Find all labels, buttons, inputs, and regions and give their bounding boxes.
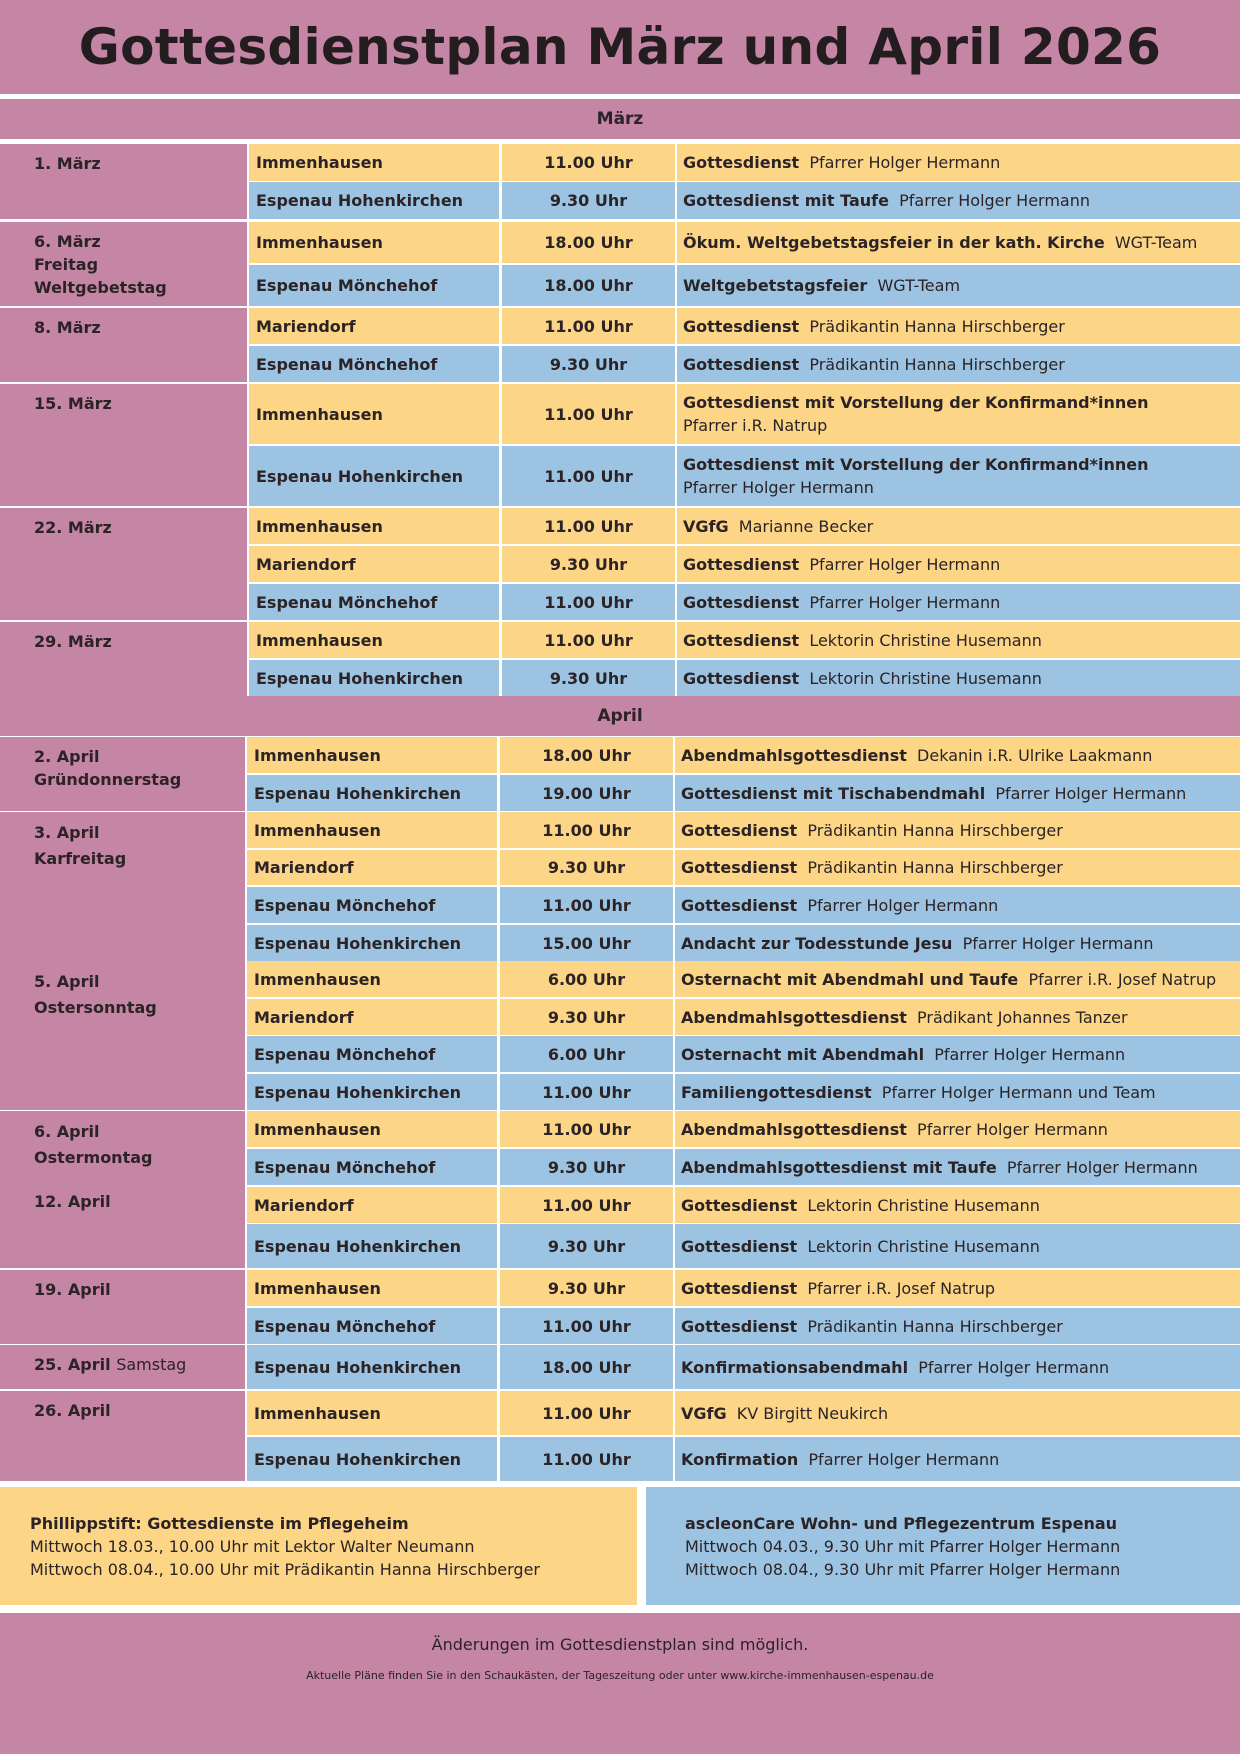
time-cell: 19.00 Uhr: [500, 775, 673, 811]
care-home-line: Mittwoch 08.04., 9.30 Uhr mit Pfarrer Holger Hermann: [685, 1560, 1121, 1579]
service-text: [681, 968, 1216, 991]
service-person: Pfarrer i.R. Josef Natrup: [807, 1278, 996, 1298]
date-line-with-weekday: [34, 1353, 245, 1376]
service-text: [683, 453, 1148, 499]
time-cell: 11.00 Uhr: [500, 1074, 673, 1110]
service-cell: [677, 584, 1240, 620]
footer-note: Änderungen im Gottesdienstplan sind möglich.: [431, 1635, 809, 1654]
service-text: [683, 231, 1197, 254]
date-line: 5. April: [34, 972, 100, 991]
date-line: Freitag: [34, 255, 99, 274]
service-name: Ökum. Weltgebetstagsfeier in der kath. Kirche: [683, 233, 1105, 252]
service-cell: [677, 546, 1240, 582]
service-name: Abendmahlsgottesdienst: [681, 1007, 907, 1027]
service-text: [681, 932, 1154, 955]
service-text: [681, 1043, 1125, 1066]
service-name: Gottesdienst: [683, 592, 800, 612]
time-cell: 18.00 Uhr: [502, 265, 675, 306]
service-text: [681, 856, 1063, 879]
service-person: Pfarrer Holger Hermann: [808, 1449, 1000, 1469]
service-person: Pfarrer Holger Hermann: [899, 191, 1091, 210]
location-cell: Mariendorf: [247, 999, 497, 1035]
time-cell: 9.30 Uhr: [502, 182, 675, 219]
service-person: Lektorin Christine Husemann: [809, 630, 1042, 650]
service-cell: [675, 1345, 1240, 1389]
care-home-line: Mittwoch 04.03., 9.30 Uhr mit Pfarrer Holger Hermann: [685, 1537, 1121, 1556]
time-cell: 11.00 Uhr: [500, 1308, 673, 1344]
service-cell: [675, 1270, 1240, 1306]
service-cell: [677, 265, 1240, 306]
location-cell: Immenhausen: [249, 222, 499, 263]
date-cell: [0, 1391, 245, 1481]
time-cell: 18.00 Uhr: [500, 1345, 673, 1389]
location-cell: Immenhausen: [247, 812, 497, 848]
service-cell: [675, 812, 1240, 848]
service-text: [681, 1277, 995, 1300]
time-cell: 9.30 Uhr: [500, 1149, 673, 1185]
time-cell: 18.00 Uhr: [502, 222, 675, 263]
date-line: 6. April: [34, 1122, 100, 1141]
service-text: [681, 744, 1152, 767]
date-cell: [0, 384, 247, 506]
time-cell: 6.00 Uhr: [500, 961, 673, 997]
location-cell: Espenau Mönchehof: [247, 887, 497, 923]
service-person: Prädikantin Hanna Hirschberger: [807, 858, 1063, 877]
service-cell: [675, 1391, 1240, 1435]
service-name: Gottesdienst: [683, 554, 800, 574]
service-text: [683, 189, 1090, 212]
location-cell: Mariendorf: [249, 308, 499, 344]
service-cell: [677, 508, 1240, 544]
location-cell: Mariendorf: [247, 850, 497, 885]
location-cell: Immenhausen: [247, 737, 497, 773]
date-line: 12. April: [34, 1192, 111, 1211]
time-cell: 11.00 Uhr: [500, 812, 673, 848]
service-person: Pfarrer Holger Hermann: [934, 1044, 1126, 1064]
service-person: Pfarrer Holger Hermann: [807, 895, 999, 915]
care-home-box-ascleoncare: [646, 1487, 1240, 1605]
service-name: Konfirmationsabendmahl: [681, 1357, 909, 1377]
date-line: 3. April: [34, 823, 100, 842]
service-text: [681, 1194, 1040, 1217]
page-title: Gottesdienstplan März und April 2026: [78, 18, 1162, 76]
service-name: Abendmahlsgottesdienst mit Taufe: [681, 1157, 997, 1177]
location-cell: Espenau Hohenkirchen: [249, 660, 499, 696]
service-person: WGT-Team: [1114, 233, 1198, 252]
service-name: Osternacht mit Abendmahl und Taufe: [681, 969, 1019, 989]
date-line: 22. März: [34, 518, 112, 537]
date-line: Gründonnerstag: [34, 770, 182, 789]
location-cell: Espenau Hohenkirchen: [247, 1437, 497, 1481]
service-cell: [675, 1111, 1240, 1147]
time-cell: 6.00 Uhr: [500, 1036, 673, 1072]
service-text: [683, 353, 1065, 376]
service-cell: [675, 1074, 1240, 1110]
service-text: [681, 1315, 1063, 1338]
service-cell: [675, 1308, 1240, 1344]
date-line: 29. März: [34, 632, 112, 651]
date-cell: [0, 961, 245, 1110]
time-cell: 9.30 Uhr: [502, 346, 675, 382]
service-name: Gottesdienst: [681, 1236, 798, 1256]
location-cell: Mariendorf: [247, 1187, 497, 1223]
date-cell: [0, 737, 245, 811]
service-name: Gottesdienst: [683, 153, 800, 172]
date-cell: [0, 812, 245, 961]
service-name: Gottesdienst: [681, 1316, 798, 1336]
service-person: Prädikantin Hanna Hirschberger: [807, 1316, 1063, 1336]
service-cell: [675, 1149, 1240, 1185]
location-cell: Espenau Hohenkirchen: [247, 775, 497, 811]
location-cell: Espenau Mönchehof: [247, 1308, 497, 1344]
service-name: Osternacht mit Abendmahl: [681, 1044, 925, 1064]
date-line: Weltgebetstag: [34, 278, 167, 297]
date-cell: [0, 1111, 245, 1268]
date-line: 1. März: [34, 154, 101, 173]
service-person: Pfarrer Holger Hermann: [809, 153, 1001, 172]
service-person: Marianne Becker: [738, 516, 874, 536]
service-text: [681, 1235, 1040, 1258]
care-home-box-phillippstift: [0, 1487, 637, 1605]
service-cell: [675, 925, 1240, 961]
date-cell: [0, 308, 247, 382]
service-text: [683, 515, 873, 538]
date-line: 26. April: [34, 1401, 111, 1420]
service-text: [681, 1006, 1128, 1029]
service-text: [683, 629, 1042, 652]
date-cell: [0, 1345, 245, 1389]
service-text: [681, 1448, 999, 1471]
location-cell: Espenau Hohenkirchen: [247, 925, 497, 961]
date-line: 2. April: [34, 747, 100, 766]
service-cell: [675, 999, 1240, 1035]
location-cell: Immenhausen: [249, 622, 499, 658]
service-person: KV Birgitt Neukirch: [736, 1403, 889, 1423]
service-text: [681, 1402, 888, 1425]
location-cell: Mariendorf: [249, 546, 499, 582]
service-text: [683, 667, 1042, 690]
location-cell: Espenau Hohenkirchen: [249, 446, 499, 506]
care-home-title: ascleonCare Wohn- und Pflegezentrum Espenau: [685, 1514, 1118, 1533]
service-person: Pfarrer Holger Hermann: [918, 1357, 1110, 1377]
service-person: Dekanin i.R. Ulrike Laakmann: [917, 745, 1153, 765]
service-name: Gottesdienst: [683, 316, 800, 336]
service-person: Pfarrer i.R. Josef Natrup: [1028, 969, 1217, 989]
service-name: VGfG: [683, 516, 729, 536]
service-person: Lektorin Christine Husemann: [807, 1195, 1040, 1215]
service-name: Gottesdienst: [683, 668, 800, 688]
service-person: Lektorin Christine Husemann: [809, 668, 1042, 688]
service-text: [683, 591, 1000, 614]
time-cell: 11.00 Uhr: [502, 144, 675, 181]
service-name: Gottesdienst: [681, 1278, 798, 1298]
time-cell: 11.00 Uhr: [502, 508, 675, 544]
time-cell: 9.30 Uhr: [500, 999, 673, 1035]
service-name: Gottesdienst: [681, 1195, 798, 1215]
service-text: [683, 274, 960, 297]
service-cell: [675, 775, 1240, 811]
location-cell: Espenau Hohenkirchen: [249, 182, 499, 219]
month-header-maerz: März: [0, 99, 1240, 139]
service-text: [683, 391, 1148, 437]
time-cell: 11.00 Uhr: [502, 384, 675, 444]
service-cell: [675, 887, 1240, 923]
service-person: Pfarrer Holger Hermann: [809, 554, 1001, 574]
location-cell: Espenau Mönchehof: [249, 265, 499, 306]
service-cell: [675, 1224, 1240, 1268]
title-banner: [0, 0, 1240, 94]
date-line: 6. März: [34, 232, 101, 251]
month-header-april: April: [0, 696, 1240, 736]
location-cell: Immenhausen: [247, 1391, 497, 1435]
time-cell: 11.00 Uhr: [500, 1187, 673, 1223]
service-name: Familiengottesdienst: [681, 1082, 872, 1102]
service-cell: [675, 1187, 1240, 1223]
service-cell: [675, 1036, 1240, 1072]
location-cell: Espenau Mönchehof: [249, 346, 499, 382]
care-home-line: Mittwoch 18.03., 10.00 Uhr mit Lektor Walter Neumann: [30, 1537, 475, 1556]
service-cell: [677, 446, 1240, 506]
service-cell: [677, 622, 1240, 658]
service-name: Weltgebetstagsfeier: [683, 276, 868, 295]
service-name: Abendmahlsgottesdienst: [681, 745, 907, 765]
service-cell: [675, 1437, 1240, 1481]
location-cell: Immenhausen: [249, 508, 499, 544]
service-cell: [675, 850, 1240, 885]
location-cell: Espenau Mönchehof: [249, 584, 499, 620]
service-text: [683, 553, 1000, 576]
service-name: Konfirmation: [681, 1449, 799, 1469]
location-cell: Immenhausen: [247, 961, 497, 997]
service-cell: [677, 308, 1240, 344]
time-cell: 15.00 Uhr: [500, 925, 673, 961]
service-cell: [677, 660, 1240, 696]
date-cell: [0, 508, 247, 620]
date-cell: [0, 622, 247, 696]
service-name: Gottesdienst mit Vorstellung der Konfirmand*innen: [683, 455, 1149, 474]
time-cell: 11.00 Uhr: [502, 308, 675, 344]
service-cell: [675, 961, 1240, 997]
service-text: [681, 1081, 1156, 1104]
service-person: Pfarrer Holger Hermann: [917, 1119, 1108, 1139]
time-cell: 11.00 Uhr: [500, 1437, 673, 1481]
time-cell: 11.00 Uhr: [502, 446, 675, 506]
date-line: Ostermontag: [34, 1148, 153, 1167]
service-name: VGfG: [681, 1403, 727, 1423]
date-line: 15. März: [34, 394, 112, 413]
service-name: Gottesdienst: [683, 354, 800, 374]
service-person: Pfarrer i.R. Natrup: [683, 416, 828, 435]
location-cell: Espenau Mönchehof: [247, 1036, 497, 1072]
location-cell: Espenau Hohenkirchen: [247, 1345, 497, 1389]
service-name: Gottesdienst: [681, 858, 798, 877]
service-text: [681, 782, 1186, 805]
footer-website-note: Aktuelle Pläne finden Sie in den Schaukästen, der Tageszeitung oder unter www.kirche-immenhausen-espenau.de: [306, 1669, 934, 1682]
service-person: Lektorin Christine Husemann: [807, 1236, 1040, 1256]
service-person: Prädikantin Hanna Hirschberger: [809, 316, 1065, 336]
care-home-title: Phillippstift: Gottesdienste im Pflegeheim: [30, 1514, 409, 1533]
date-line: Karfreitag: [34, 849, 127, 868]
time-cell: 11.00 Uhr: [502, 622, 675, 658]
date-cell: [0, 1270, 245, 1344]
service-name: Abendmahlsgottesdienst: [681, 1119, 907, 1139]
service-text: [681, 1356, 1109, 1379]
time-cell: 11.00 Uhr: [500, 1391, 673, 1435]
date-cell: [0, 144, 247, 219]
care-home-line: Mittwoch 08.04., 10.00 Uhr mit Prädikantin Hanna Hirschberger: [30, 1560, 540, 1579]
service-person: Pfarrer Holger Hermann und Team: [881, 1082, 1156, 1102]
weekday-label: Samstag: [116, 1355, 187, 1374]
service-cell: [677, 182, 1240, 219]
service-text: [683, 151, 1000, 174]
date-line: 25. April: [34, 1355, 111, 1374]
service-text: [681, 1156, 1198, 1179]
date-line: 19. April: [34, 1280, 111, 1299]
service-name: Gottesdienst mit Tischabendmahl: [681, 783, 986, 803]
footer: [0, 1613, 1240, 1754]
time-cell: 11.00 Uhr: [500, 1111, 673, 1147]
service-cell: [675, 737, 1240, 773]
service-name: Gottesdienst mit Vorstellung der Konfirmand*innen: [683, 393, 1149, 412]
service-person: Pfarrer Holger Hermann: [683, 478, 874, 497]
service-cell: [677, 346, 1240, 382]
time-cell: 9.30 Uhr: [500, 850, 673, 885]
service-person: Pfarrer Holger Hermann: [995, 783, 1187, 803]
time-cell: 11.00 Uhr: [502, 584, 675, 620]
date-line: Ostersonntag: [34, 998, 157, 1017]
location-cell: Immenhausen: [247, 1270, 497, 1306]
time-cell: 9.30 Uhr: [502, 660, 675, 696]
service-person: Prädikantin Hanna Hirschberger: [807, 820, 1063, 840]
location-cell: Espenau Mönchehof: [247, 1149, 497, 1185]
service-name: Gottesdienst: [683, 630, 800, 650]
date-line: 8. März: [34, 318, 101, 337]
service-name: Gottesdienst: [681, 820, 798, 840]
location-cell: Immenhausen: [249, 144, 499, 181]
service-text: [681, 819, 1063, 842]
service-text: [681, 894, 998, 917]
service-cell: [677, 222, 1240, 263]
service-person: Pfarrer Holger Hermann: [962, 933, 1154, 953]
location-cell: Espenau Hohenkirchen: [247, 1074, 497, 1110]
service-name: Gottesdienst: [681, 895, 798, 915]
time-cell: 11.00 Uhr: [500, 887, 673, 923]
location-cell: Immenhausen: [247, 1111, 497, 1147]
service-person: Pfarrer Holger Hermann: [1006, 1157, 1198, 1177]
service-person: Pfarrer Holger Hermann: [809, 592, 1001, 612]
time-cell: 9.30 Uhr: [500, 1270, 673, 1306]
location-cell: Espenau Hohenkirchen: [247, 1224, 497, 1268]
service-text: [681, 1118, 1108, 1141]
location-cell: Immenhausen: [249, 384, 499, 444]
time-cell: 9.30 Uhr: [502, 546, 675, 582]
service-cell: [677, 384, 1240, 444]
service-person: WGT-Team: [877, 276, 961, 295]
service-text: [683, 315, 1065, 338]
time-cell: 9.30 Uhr: [500, 1224, 673, 1268]
service-name: Gottesdienst mit Taufe: [683, 191, 889, 210]
date-cell: [0, 222, 247, 306]
service-person: Prädikant Johannes Tanzer: [917, 1007, 1128, 1027]
service-name: Andacht zur Todesstunde Jesu: [681, 933, 953, 953]
time-cell: 18.00 Uhr: [500, 737, 673, 773]
service-cell: [677, 144, 1240, 181]
service-person: Prädikantin Hanna Hirschberger: [809, 354, 1065, 374]
